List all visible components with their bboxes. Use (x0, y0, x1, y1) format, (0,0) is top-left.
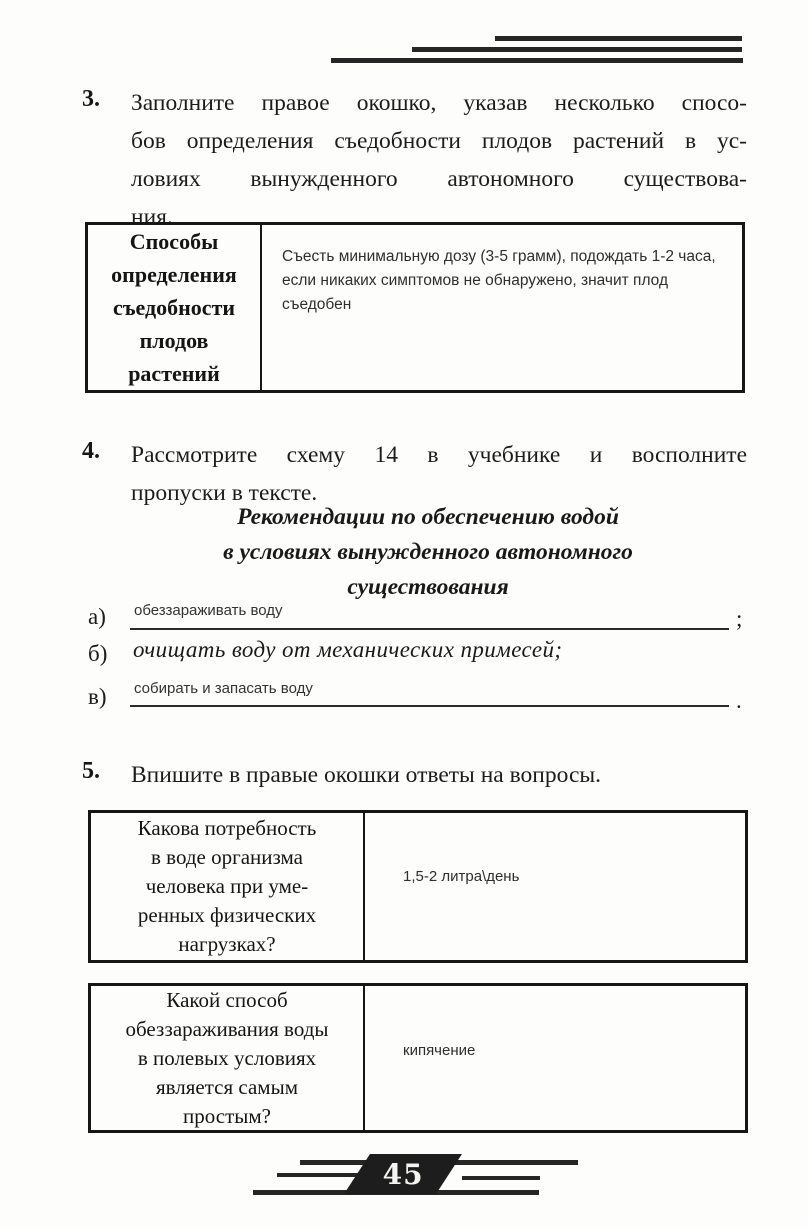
disinfection-question-cell (91, 986, 365, 1130)
item-b-label: б) (88, 641, 108, 666)
question-line: ренных физических (137, 903, 317, 927)
item-b-printed-text: очищать воду от механических примесей; (133, 637, 563, 662)
question-line: является самым (155, 1074, 298, 1099)
water-need-question-cell (91, 813, 365, 960)
task5-text-line: Впишите в правые окошки ответы на вопросы. (131, 762, 602, 788)
footer-decor-bar-2 (277, 1173, 363, 1177)
question-line: в воде организма (151, 845, 303, 869)
heading-line: существования (347, 574, 509, 600)
task3-text-line: Заполните правое окошко, указав несколько спосо- (131, 90, 747, 116)
edibility-methods-table (85, 222, 745, 393)
task3-number: 3. (82, 86, 100, 112)
header-line: растений (128, 361, 220, 386)
task3-text-line: ловиях вынужденного автономного существова- (131, 166, 747, 192)
top-decor-bar-3 (331, 58, 743, 63)
item-a-blank-line (130, 628, 729, 630)
item-v-blank-line (130, 705, 729, 707)
item-a-answer: обеззараживать воду (134, 602, 283, 619)
water-need-table (88, 810, 748, 963)
task5-text (131, 756, 747, 794)
edibility-table-header-cell (88, 225, 262, 390)
question-line: простым? (183, 1103, 271, 1128)
item-v-punctuation: . (736, 688, 742, 713)
header-line: Способы (129, 229, 219, 254)
task4-number: 4. (82, 438, 100, 464)
task3-text-line: ния. (131, 204, 173, 230)
item-a-punctuation: ; (736, 606, 743, 631)
disinfection-method-table (88, 983, 748, 1133)
top-decor-bar-2 (412, 47, 742, 52)
disinfection-answer-cell: кипячение (403, 1042, 476, 1059)
recommendations-heading (120, 500, 736, 605)
question-line: Какой способ (166, 987, 288, 1012)
header-line: съедобности (112, 295, 236, 320)
task5-number: 5. (82, 758, 100, 784)
top-decor-bar-1 (495, 36, 742, 41)
header-line: плодов (139, 328, 209, 353)
page-number: 45 (382, 1157, 424, 1191)
task4-text-line: пропуски в тексте. (131, 480, 318, 506)
task3-text-line: бов определения съедобности плодов растений в ус- (131, 128, 747, 154)
item-v-label: в) (88, 684, 107, 709)
question-line: человека при уме- (145, 874, 309, 898)
heading-line: в условиях вынужденного автономного (223, 539, 633, 565)
item-v-answer: собирать и запасать воду (134, 680, 313, 697)
footer-decor-bar-3 (462, 1176, 540, 1180)
question-line: в полевых условиях (137, 1045, 317, 1070)
item-a-label: а) (88, 604, 106, 629)
task3-text (131, 84, 747, 236)
question-line: Какова потребность (137, 816, 317, 840)
edibility-table-answer-cell: Съесть минимальную дозу (3-5 грамм), подождать 1-2 часа, если никаких симптомов не обнаружено, значит плод съедобен (282, 248, 716, 313)
task4-text-line: Рассмотрите схему 14 в учебнике и восполните (131, 442, 747, 468)
question-line: обеззараживания воды (125, 1016, 329, 1041)
heading-line: Рекомендации по обеспечению водой (237, 504, 619, 530)
water-need-answer-cell: 1,5-2 литра\день (403, 868, 520, 885)
question-line: нагрузках? (178, 932, 276, 956)
header-line: определения (111, 262, 237, 287)
